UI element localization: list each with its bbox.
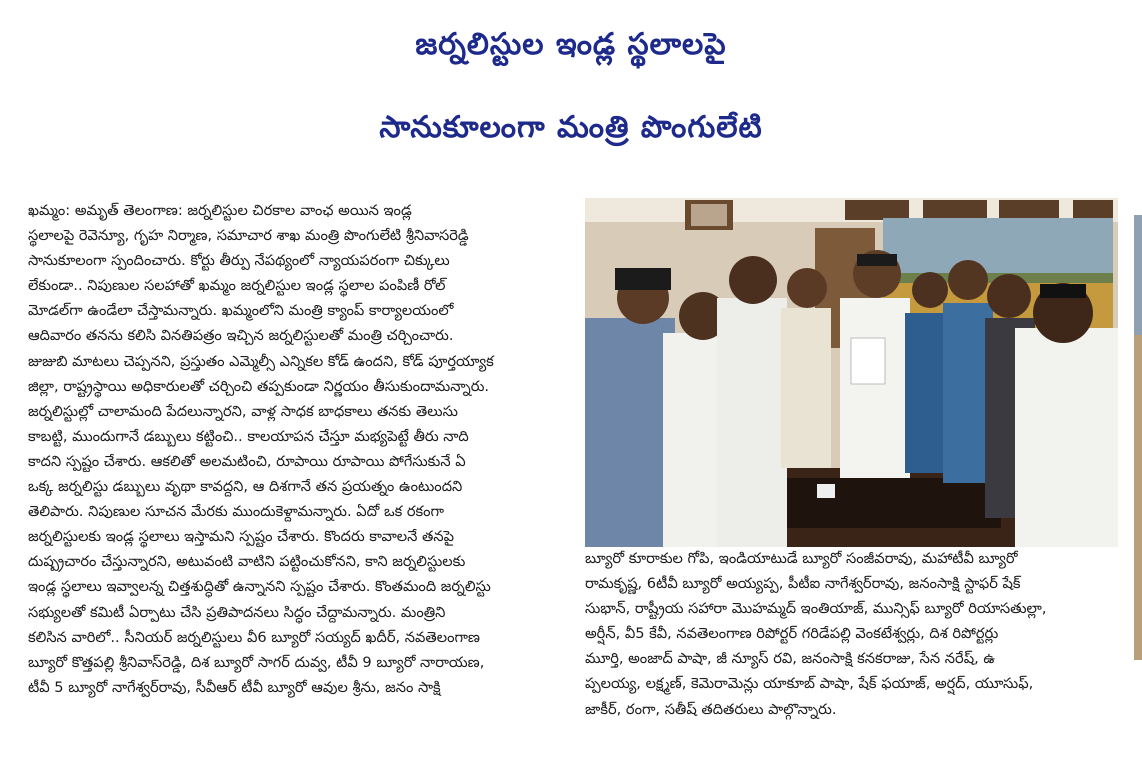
article-line: ఒక్క జర్నలిస్టు డబ్బులు వృథా కావద్దని, ఆ దిశగానే తన ప్రయత్నం ఉంటుందని bbox=[28, 478, 463, 496]
caption-line: మూర్తి, అంజాద్ పాషా, జీ న్యూస్ రవి, జనంసాక్షి కనకరాజు, సేన నరేష్, ఉ bbox=[585, 650, 996, 668]
article-line: ఖమ్మం: అమృత్ తెలంగాణ: జర్నలిస్టుల చిరకాల వాంఛ అయిన ఇండ్ల bbox=[28, 202, 412, 219]
article-line: సభ్యులతో కమిటీ ఏర్పాటు చేసి ప్రతిపాదనలు సిద్ధం చేద్దామన్నారు. మంత్రిని bbox=[28, 603, 446, 621]
news-photo-minister-with-journalists bbox=[585, 198, 1118, 547]
article-line: జుజుబి మాటలు చెప్పనని, ప్రస్తుతం ఎమ్మెల్సీ ఎన్నికల కోడ్ ఉందని, కోడ్ పూర్తయ్యాక bbox=[28, 352, 494, 370]
article-line: లేకుండా.. నిపుణుల సలహాతో ఖమ్మం జర్నలిస్టుల ఇండ్ల స్థలాల పంపిణీ రోల్ bbox=[28, 277, 446, 295]
article-line: ఆదివారం తనను కలిసి వినతిపత్రం ఇచ్చిన జర్నలిస్టులతో మంత్రి చర్చించారు. bbox=[28, 327, 454, 345]
article-line: టీవీ 5 బ్యూరో నాగేశ్వర్‌రావు, సీవీఆర్ టీవీ బ్యూరో ఆవుల శ్రీను, జనం సాక్షి bbox=[28, 678, 441, 696]
article-line: కాదని స్పష్టం చేశారు. ఆకలితో అలమటించి, రూపాయి రూపాయి పోగేసుకునే ఏ bbox=[28, 452, 466, 470]
article-line: ఇండ్ల స్థలాలు ఇవ్వాలన్న చిత్తశుద్ధితో ఉన్నానని స్పష్టం చేశారు. కొంతమంది జర్నలిస్టు bbox=[28, 578, 491, 596]
article-body bbox=[28, 198, 568, 700]
article-line: తెలిపారు. నిపుణుల సూచన మేరకు ముందుకెళ్దామన్నారు. ఏదో ఒక రకంగా bbox=[28, 503, 444, 521]
article-line: బ్యూరో కొత్తపల్లి శ్రీనివాస్‌రెడ్డి, దిశ బ్యూరో సాగర్ దువ్వ, టీవీ 9 బ్యూరో నారాయణ, bbox=[28, 653, 485, 671]
article-line: దుష్ప్రచారం చేస్తున్నారని, అటువంటి వాటిని పట్టించుకోనని, కాని జర్నలిస్టులకు bbox=[28, 553, 466, 571]
article-line: మోడల్‌గా ఉండేలా చేస్తామన్నారు. ఖమ్మంలోని మంత్రి క్యాంప్ కార్యాలయంలో bbox=[28, 302, 454, 320]
caption-line: సుభాన్, రాష్ట్రీయ సహారా మొహమ్మద్ ఇంతియాజ్, మున్సిఫ్ బ్యూరో రియాసతుల్లా, bbox=[585, 600, 1047, 618]
caption-line: ప్పలయ్య, లక్ష్మణ్, కెమెరామెన్లు యాకూబ్ పాషా, షేక్ ఫయాజ్, అర్షద్, యూసుఫ్, bbox=[585, 675, 1034, 693]
article-line: కాబట్టి, ముందుగానే డబ్బులు కట్టించి.. కాలయాపన చేస్తూ మభ్యపెట్టే తీరు నాది bbox=[28, 427, 469, 445]
adjacent-column-fragment bbox=[1128, 0, 1142, 761]
caption-line: రామకృష్ణ, 6టీవీ బ్యూరో అయ్యప్ప, పీటీఐ నాగేశ్వర్‌రావు, జనంసాక్షి స్టాఫర్ షేక్ bbox=[585, 575, 1021, 593]
article-line: జర్నలిస్టుల్లో చాలామంది పేదలున్నారని, వాళ్ల సాధక బాధకాలు తనకు తెలుసు bbox=[28, 402, 458, 420]
adjacent-column-edge bbox=[1128, 0, 1142, 761]
article-line: జిల్లా, రాష్ట్రస్థాయి అధికారులతో చర్చించి తప్పకుండా నిర్ణయం తీసుకుందామన్నారు. bbox=[28, 377, 490, 395]
caption-line: బ్యూరో కూరాకుల గోపి, ఇండియాటుడే బ్యూరో సంజీవరావు, మహాటీవీ బ్యూరో bbox=[585, 550, 1018, 567]
page-top-edge bbox=[0, 0, 1142, 6]
photo-caption bbox=[585, 546, 1115, 722]
caption-line: అర్షీన్, వీ5 కేవీ, నవతెలంగాణ రిపోర్టర్ గరిడేపల్లి వెంకటేశ్వర్లు, దిశ రిపోర్టర్లు bbox=[585, 625, 999, 643]
caption-line: జాకీర్, రంగా, సతీష్ తదితరులు పాల్గొన్నారు. bbox=[585, 700, 837, 718]
article-line: జర్నలిస్టులకు ఇండ్ల స్థలాలు ఇస్తామని స్పష్టం చేశారు. కొందరు కావాలనే తనపై bbox=[28, 528, 455, 546]
headline-line-2: సానుకూలంగా మంత్రి పొంగులేటి bbox=[379, 110, 763, 145]
headline-line-1: జర్నలిస్టుల ఇండ్ల స్థలాలపై bbox=[415, 27, 727, 62]
article-line: సానుకూలంగా స్పందించారు. కోర్టు తీర్పు నేపథ్యంలో న్యాయపరంగా చిక్కులు bbox=[28, 252, 450, 270]
article-line: కలిసిన వారిలో.. సీనియర్ జర్నలిస్టులు వీ6 బ్యూరో సయ్యద్ ఖదీర్, నవతెలంగాణ bbox=[28, 628, 480, 646]
photo-illustration bbox=[585, 198, 1118, 547]
article-line: స్థలాలపై రెవెన్యూ, గృహ నిర్మాణ, సమాచార శాఖ మంత్రి పొంగులేటి శ్రీనివాసరెడ్డి bbox=[28, 227, 469, 245]
